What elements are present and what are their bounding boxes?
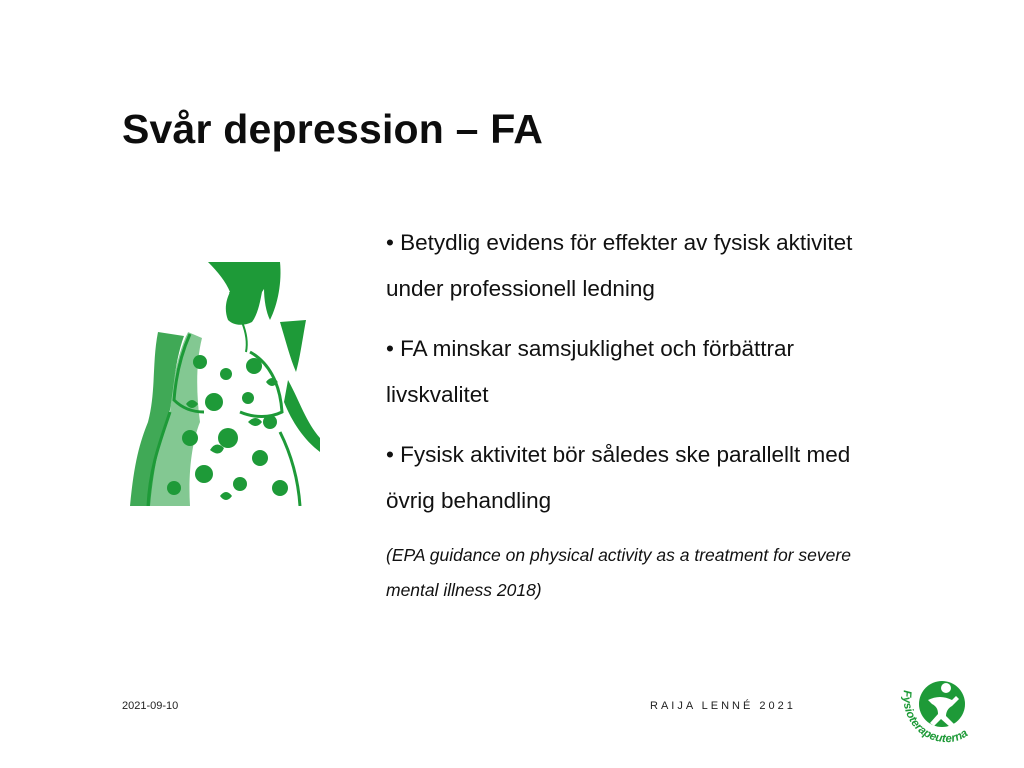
content-block: [386, 220, 896, 608]
fysioterapeuterna-logo: [894, 666, 982, 754]
slide-title: Svår depression – FA: [122, 106, 544, 152]
bullet-item: • Fysisk aktivitet bör således ske parallellt med övrig behandling: [386, 442, 851, 513]
logo-text: Fysioterapeuterna: [900, 689, 971, 746]
bullet-item: • FA minskar samsjuklighet och förbättrar livskvalitet: [386, 336, 795, 407]
footer-date: 2021-09-10: [122, 700, 179, 712]
bullet-item: • Betydlig evidens för effekter av fysisk aktivitet under professionell ledning: [386, 230, 853, 301]
citation: (EPA guidance on physical activity as a treatment for severe mental illness 2018): [386, 545, 851, 600]
woman-illustration: [130, 262, 320, 506]
footer-author: RAIJA LENNÉ 2021: [650, 700, 796, 712]
